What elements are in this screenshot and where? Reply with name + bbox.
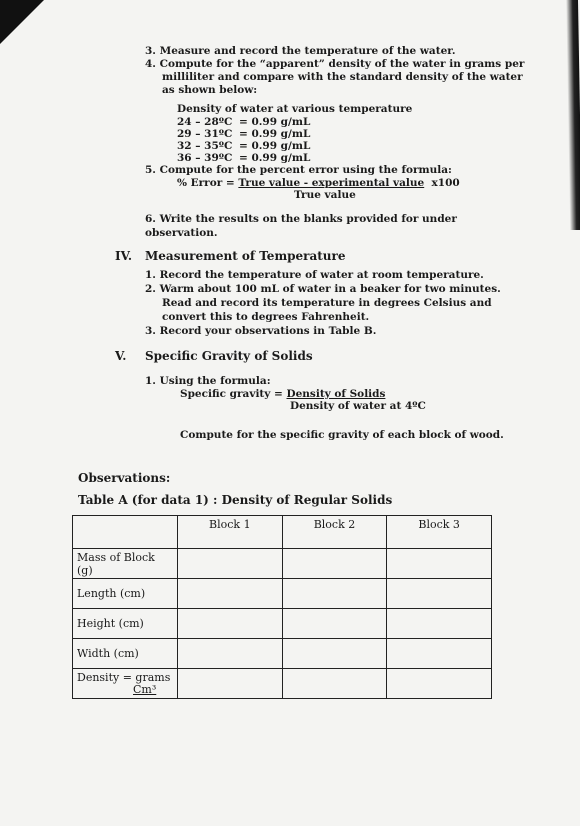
page-edge-shadow — [566, 0, 580, 230]
row-label-mass: Mass of Block (g) — [73, 549, 178, 579]
density-range-4: 36 – 39ºC — [177, 152, 233, 164]
section-iv-item-3: 3. Record your observations in Table B. — [145, 325, 377, 337]
section-v-item-1: 1. Using the formula: — [145, 375, 271, 387]
step-4-line-2: milliliter and compare with the standard density of the water — [162, 71, 523, 83]
table-a-title: Table A (for data 1) : Density of Regular Solids — [78, 493, 393, 507]
header-blank-cell — [73, 516, 178, 549]
data-cell[interactable] — [178, 669, 283, 699]
section-iv-item-2-line-1: 2. Warm about 100 mL of water in a beaker for two minutes. — [145, 283, 501, 295]
row-label-density — [73, 669, 178, 699]
density-range-2: 29 – 31ºC — [177, 128, 233, 140]
percent-error-times: x100 — [431, 177, 460, 189]
step-3: 3. Measure and record the temperature of the water. — [145, 45, 456, 57]
data-cell[interactable] — [387, 549, 492, 579]
density-value-3: = 0.99 g/mL — [239, 140, 311, 152]
density-table-title: Density of water at various temperature — [177, 103, 413, 115]
step-6-line-1: 6. Write the results on the blanks provided for under — [145, 213, 457, 225]
section-v-numeral: V. — [115, 349, 127, 363]
data-cell[interactable] — [178, 549, 283, 579]
data-cell[interactable] — [282, 669, 387, 699]
row-label-height: Height (cm) — [73, 609, 178, 639]
percent-error-denominator: True value — [294, 189, 356, 201]
density-row-label-bottom: Cm³ — [133, 682, 157, 696]
header-block-2: Block 2 — [282, 516, 387, 549]
specific-gravity-lhs: Specific gravity = — [180, 388, 287, 400]
table-row — [73, 609, 492, 639]
data-cell[interactable] — [282, 579, 387, 609]
section-iv-title: Measurement of Temperature — [145, 249, 346, 263]
density-range-3: 32 – 35ºC — [177, 140, 233, 152]
data-cell[interactable] — [178, 609, 283, 639]
table-row — [73, 549, 492, 579]
header-block-3: Block 3 — [387, 516, 492, 549]
section-iv-item-1: 1. Record the temperature of water at room temperature. — [145, 269, 484, 281]
data-cell[interactable] — [387, 669, 492, 699]
data-cell[interactable] — [387, 579, 492, 609]
page-corner-shadow — [0, 0, 44, 44]
section-iv-item-2-line-2: Read and record its temperature in degrees Celsius and — [162, 297, 492, 309]
table-row — [73, 579, 492, 609]
step-6-line-2: observation. — [145, 227, 218, 239]
density-value-1: = 0.99 g/mL — [239, 116, 311, 128]
table-row — [73, 639, 492, 669]
data-cell[interactable] — [387, 639, 492, 669]
percent-error-lhs: % Error = — [177, 177, 239, 189]
density-range-1: 24 – 28ºC — [177, 116, 233, 128]
table-a-density-of-regular-solids — [72, 515, 492, 699]
data-cell[interactable] — [178, 639, 283, 669]
density-value-4: = 0.99 g/mL — [239, 152, 311, 164]
section-iv-item-2-line-3: convert this to degrees Fahrenheit. — [162, 311, 370, 323]
data-cell[interactable] — [282, 549, 387, 579]
density-value-2: = 0.99 g/mL — [239, 128, 311, 140]
specific-gravity-numerator: Density of Solids — [286, 388, 386, 400]
data-cell[interactable] — [282, 609, 387, 639]
table-row — [73, 669, 492, 699]
step-4-line-1: 4. Compute for the “apparent” density of the water in grams per — [145, 58, 525, 70]
row-label-length: Length (cm) — [73, 579, 178, 609]
observations-heading: Observations: — [78, 471, 171, 485]
data-cell[interactable] — [387, 609, 492, 639]
data-cell[interactable] — [282, 639, 387, 669]
row-label-width: Width (cm) — [73, 639, 178, 669]
header-block-1: Block 1 — [178, 516, 283, 549]
step-4-line-3: as shown below: — [162, 84, 258, 96]
specific-gravity-denominator: Density of water at 4ºC — [290, 400, 426, 412]
density-row-label-top: Density = grams — [77, 670, 171, 684]
table-header-row — [73, 516, 492, 549]
specific-gravity-instruction: Compute for the specific gravity of each block of wood. — [180, 429, 504, 441]
percent-error-numerator: True value - experimental value — [238, 177, 425, 189]
step-5: 5. Compute for the percent error using the formula: — [145, 164, 452, 176]
data-cell[interactable] — [178, 579, 283, 609]
section-iv-numeral: IV. — [115, 249, 133, 263]
section-v-title: Specific Gravity of Solids — [145, 349, 313, 363]
